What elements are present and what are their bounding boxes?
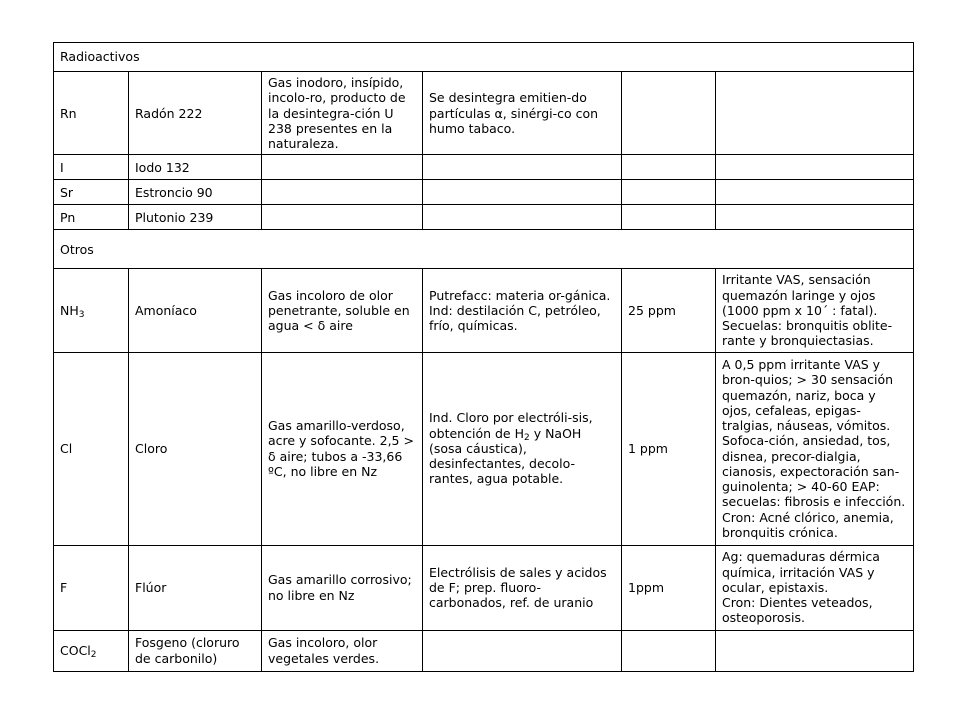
cell-effects — [716, 630, 914, 671]
cell-source: Putrefacc: materia or-gánica. Ind: destilación C, petróleo, frío, químicas. — [423, 269, 622, 352]
effects-acute: Ag: quemaduras dérmica química, irritación VAS y ocular, epistaxis. — [722, 549, 880, 595]
section-header-otros: Otros — [54, 230, 914, 269]
effects-chronic: Cron: Dientes veteados, osteoporosis. — [722, 595, 873, 626]
cell-description — [262, 205, 423, 230]
cell-description — [262, 180, 423, 205]
cell-source — [423, 180, 622, 205]
cell-symbol: Rn — [54, 72, 129, 155]
effects-chronic: Cron: Acné clórico, anemia, bronquitis crónica. — [722, 509, 894, 540]
table-row-i — [54, 155, 914, 180]
cell-limit: 1ppm — [622, 545, 716, 630]
cell-name: Plutonio 239 — [129, 205, 262, 230]
cell-symbol: I — [54, 155, 129, 180]
table-row-f — [54, 545, 914, 630]
symbol-base: NH — [60, 302, 79, 318]
cell-limit — [622, 630, 716, 671]
cell-limit: 1 ppm — [622, 352, 716, 545]
cell-name: Estroncio 90 — [129, 180, 262, 205]
cell-symbol: F — [54, 545, 129, 630]
cell-symbol — [54, 269, 129, 352]
cell-limit — [622, 180, 716, 205]
cell-symbol: Pn — [54, 205, 129, 230]
subscript: 2 — [523, 432, 530, 443]
cell-limit — [622, 155, 716, 180]
cell-effects — [716, 545, 914, 630]
effects-acute: A 0,5 ppm irritante VAS y bron-quios; > 30 sensación quemazón, nariz, boca y ojos, cefaleas, epigas-tralgias, náuseas, vómitos. Sofoca-ción, ansiedad, tos, disnea, precor-dialgia, cianosis, expectoración san-guinolenta; > 40-60 EAP: secuelas: fibrosis e infección. — [722, 357, 906, 510]
cell-name: Cloro — [129, 352, 262, 545]
table-row-pn — [54, 205, 914, 230]
symbol-base: COCl — [60, 642, 91, 658]
table-row-cl — [54, 352, 914, 545]
effects-sequelae: Secuelas: bronquitis oblite-rante y bronquiectasias. — [722, 318, 893, 349]
cell-source: Se desintegra emitien-do partículas α, sinérgi-co con humo tabaco. — [423, 72, 622, 155]
cell-source — [423, 155, 622, 180]
table-row-sr — [54, 180, 914, 205]
cell-effects — [716, 269, 914, 352]
cell-name: Fosgeno (cloruro de carbonilo) — [129, 630, 262, 671]
cell-source: Electrólisis de sales y acidos de F; prep. fluoro-carbonados, ref. de uranio — [423, 545, 622, 630]
cell-symbol: Cl — [54, 352, 129, 545]
table-row-cocl2 — [54, 630, 914, 671]
cell-description: Gas incoloro, olor vegetales verdes. — [262, 630, 423, 671]
cell-name: Radón 222 — [129, 72, 262, 155]
cell-effects — [716, 205, 914, 230]
gases-table — [53, 42, 914, 672]
cell-description: Gas amarillo corrosivo; no libre en Nz — [262, 545, 423, 630]
cell-source: Ind. Cloro por electróli-sis, obtención de $H_2$ y NaOH (sosa cáustica), desinfectantes, decolo-rantes, agua potable. — [423, 352, 622, 545]
cell-description: Gas amarillo-verdoso, acre y sofocante. 2,5 > δ aire; tubos a -33,66 ºC, no libre en Nz — [262, 352, 423, 545]
section-header-radioactivos: Radioactivos — [54, 43, 914, 72]
cell-name: Amoníaco — [129, 269, 262, 352]
effects-acute: Irritante VAS, sensación quemazón laringe y ojos (1000 ppm x 10´ : fatal). — [722, 272, 878, 318]
symbol-subscript: 2 — [90, 649, 97, 660]
symbol-subscript: 3 — [78, 309, 85, 320]
cell-description: Gas inodoro, insípido, incolo-ro, producto de la desintegra-ción U 238 presentes en la naturaleza. — [262, 72, 423, 155]
cell-effects — [716, 72, 914, 155]
cell-source — [423, 630, 622, 671]
cell-description — [262, 155, 423, 180]
cell-limit — [622, 72, 716, 155]
cell-limit: 25 ppm — [622, 269, 716, 352]
cell-effects — [716, 180, 914, 205]
cell-name: Iodo 132 — [129, 155, 262, 180]
cell-symbol: Sr — [54, 180, 129, 205]
cell-name: Flúor — [129, 545, 262, 630]
table-row-nh3 — [54, 269, 914, 352]
cell-source — [423, 205, 622, 230]
cell-effects — [716, 352, 914, 545]
cell-symbol — [54, 630, 129, 671]
table-row-rn — [54, 72, 914, 155]
cell-limit — [622, 205, 716, 230]
cell-effects — [716, 155, 914, 180]
cell-description: Gas incoloro de olor penetrante, soluble en agua < δ aire — [262, 269, 423, 352]
